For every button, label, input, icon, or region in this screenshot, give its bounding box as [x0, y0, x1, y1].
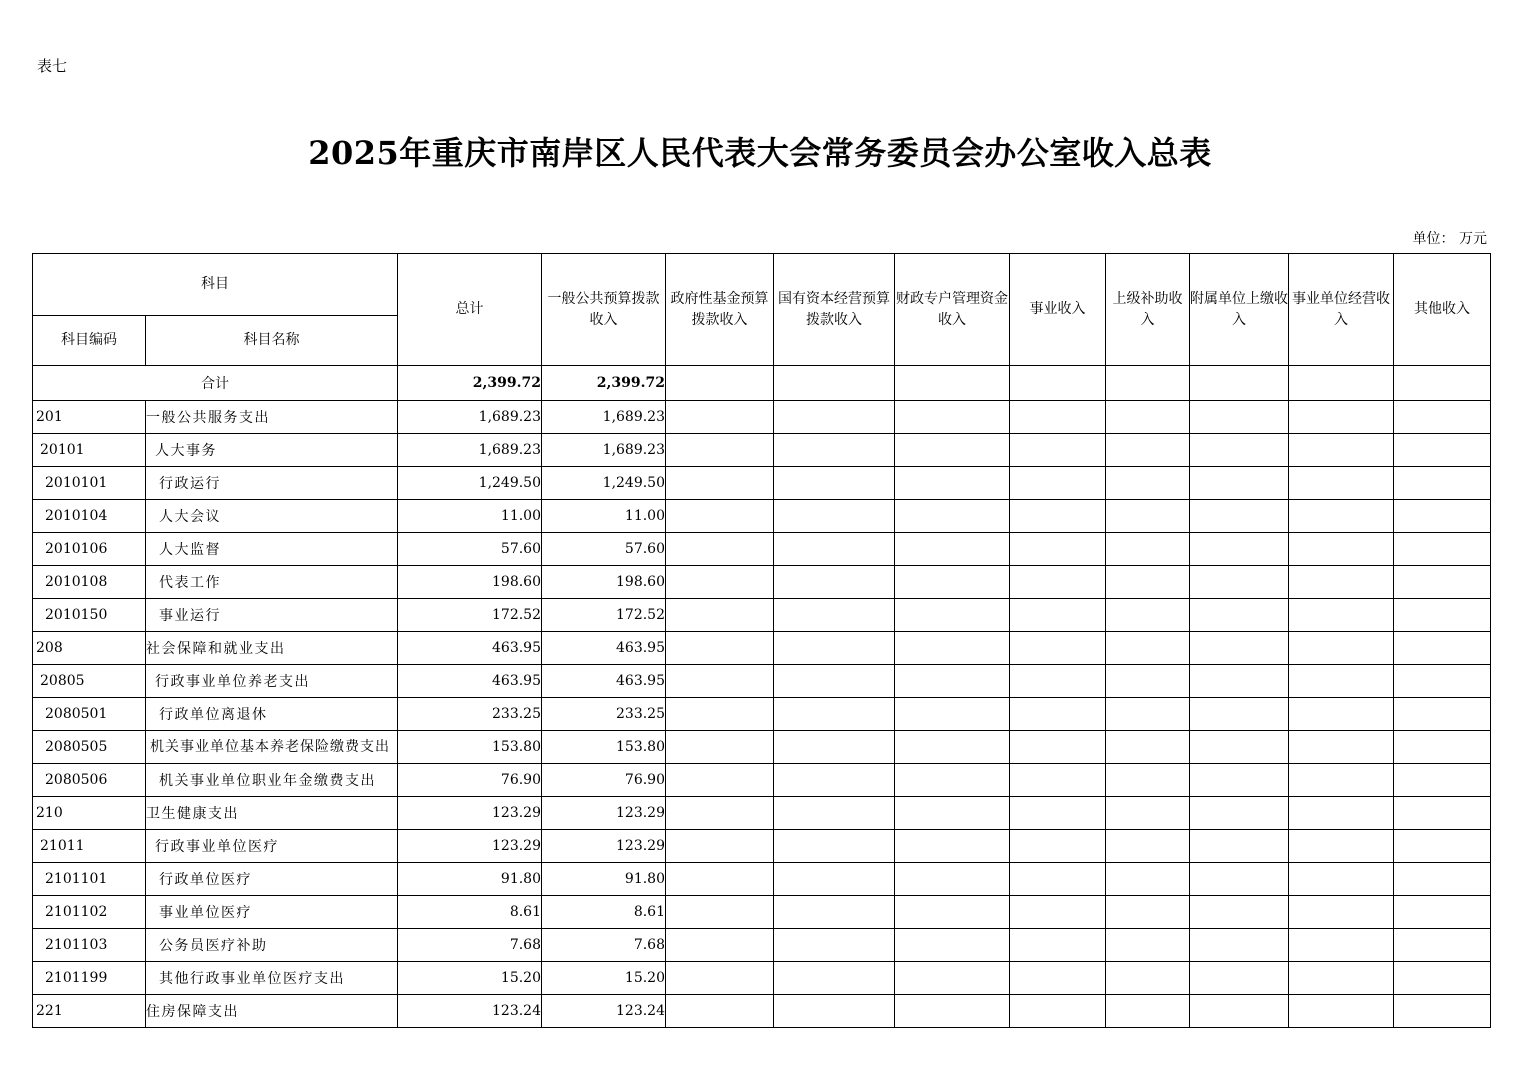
empty-cell: [1289, 764, 1394, 797]
header-total: 总计: [398, 254, 542, 366]
empty-cell: [774, 896, 895, 929]
empty-cell: [895, 665, 1010, 698]
empty-cell: [1190, 665, 1289, 698]
table-row: [33, 797, 1491, 830]
row-code: 2101102: [33, 896, 146, 929]
row-total: 123.29: [398, 797, 542, 830]
row-name: 机关事业单位职业年金缴费支出: [146, 764, 398, 797]
header-special-account: 财政专户管理资金收入: [895, 254, 1010, 366]
empty-cell: [1010, 962, 1106, 995]
empty-cell: [666, 533, 774, 566]
empty-cell: [1010, 599, 1106, 632]
empty-cell: [1010, 566, 1106, 599]
row-code: 2010101: [33, 467, 146, 500]
empty-cell: [895, 896, 1010, 929]
row-code: 221: [33, 995, 146, 1028]
empty-cell: [1394, 764, 1491, 797]
table-row: [33, 533, 1491, 566]
empty-cell: [1289, 665, 1394, 698]
header-superior-subsidy: 上级补助收入: [1106, 254, 1190, 366]
empty-cell: [1010, 995, 1106, 1028]
empty-cell: [1190, 764, 1289, 797]
empty-cell: [1010, 632, 1106, 665]
empty-cell: [1190, 366, 1289, 401]
empty-cell: [774, 401, 895, 434]
empty-cell: [666, 830, 774, 863]
empty-cell: [1106, 401, 1190, 434]
table-row: [33, 830, 1491, 863]
row-general-budget: 123.29: [542, 830, 666, 863]
empty-cell: [1289, 533, 1394, 566]
row-general-budget: 233.25: [542, 698, 666, 731]
empty-cell: [1010, 434, 1106, 467]
empty-cell: [666, 500, 774, 533]
row-code: 2010150: [33, 599, 146, 632]
empty-cell: [1106, 665, 1190, 698]
total-row: [33, 366, 1491, 401]
empty-cell: [895, 434, 1010, 467]
empty-cell: [1010, 698, 1106, 731]
empty-cell: [1106, 500, 1190, 533]
row-code: 2101101: [33, 863, 146, 896]
empty-cell: [1289, 599, 1394, 632]
empty-cell: [774, 830, 895, 863]
header-other-income: 其他收入: [1394, 254, 1491, 366]
row-general-budget: 463.95: [542, 632, 666, 665]
row-name: 事业单位医疗: [146, 896, 398, 929]
empty-cell: [1289, 632, 1394, 665]
empty-cell: [1010, 863, 1106, 896]
empty-cell: [1106, 366, 1190, 401]
empty-cell: [666, 401, 774, 434]
empty-cell: [774, 566, 895, 599]
empty-cell: [666, 698, 774, 731]
empty-cell: [895, 830, 1010, 863]
empty-cell: [1106, 962, 1190, 995]
empty-cell: [1289, 896, 1394, 929]
empty-cell: [1394, 929, 1491, 962]
empty-cell: [1289, 863, 1394, 896]
row-code: 2080505: [33, 731, 146, 764]
empty-cell: [666, 797, 774, 830]
row-name: 人大监督: [146, 533, 398, 566]
empty-cell: [666, 995, 774, 1028]
row-code: 21011: [33, 830, 146, 863]
empty-cell: [895, 533, 1010, 566]
row-code: 2080501: [33, 698, 146, 731]
table-row: [33, 929, 1491, 962]
empty-cell: [774, 731, 895, 764]
empty-cell: [1106, 995, 1190, 1028]
row-total: 76.90: [398, 764, 542, 797]
row-total: 7.68: [398, 929, 542, 962]
row-general-budget: 172.52: [542, 599, 666, 632]
empty-cell: [1289, 731, 1394, 764]
row-total: 123.24: [398, 995, 542, 1028]
empty-cell: [1190, 731, 1289, 764]
empty-cell: [1190, 566, 1289, 599]
empty-cell: [1394, 467, 1491, 500]
header-operating-income: 事业单位经营收入: [1289, 254, 1394, 366]
row-general-budget: 57.60: [542, 533, 666, 566]
header-affiliated-income: 附属单位上缴收入: [1190, 254, 1289, 366]
empty-cell: [1106, 896, 1190, 929]
empty-cell: [666, 632, 774, 665]
row-name: 一般公共服务支出: [146, 401, 398, 434]
row-name: 事业运行: [146, 599, 398, 632]
row-code: 2010108: [33, 566, 146, 599]
table-row: [33, 698, 1491, 731]
header-state-capital: 国有资本经营预算拨款收入: [774, 254, 895, 366]
total-cell-total: 2,399.72: [398, 366, 542, 401]
empty-cell: [774, 764, 895, 797]
empty-cell: [1010, 764, 1106, 797]
empty-cell: [1289, 830, 1394, 863]
empty-cell: [895, 401, 1010, 434]
row-code: 20805: [33, 665, 146, 698]
row-total: 15.20: [398, 962, 542, 995]
empty-cell: [1289, 467, 1394, 500]
empty-cell: [895, 698, 1010, 731]
row-general-budget: 76.90: [542, 764, 666, 797]
row-total: 233.25: [398, 698, 542, 731]
empty-cell: [666, 764, 774, 797]
empty-cell: [1394, 366, 1491, 401]
empty-cell: [895, 632, 1010, 665]
empty-cell: [895, 962, 1010, 995]
row-general-budget: 123.29: [542, 797, 666, 830]
empty-cell: [1010, 731, 1106, 764]
row-name: 其他行政事业单位医疗支出: [146, 962, 398, 995]
empty-cell: [1289, 995, 1394, 1028]
total-cell-general: 2,399.72: [542, 366, 666, 401]
empty-cell: [1190, 434, 1289, 467]
empty-cell: [774, 962, 895, 995]
empty-cell: [1394, 896, 1491, 929]
header-general-budget: 一般公共预算拨款收入: [542, 254, 666, 366]
empty-cell: [1289, 401, 1394, 434]
empty-cell: [1106, 698, 1190, 731]
row-name: 公务员医疗补助: [146, 929, 398, 962]
empty-cell: [1010, 896, 1106, 929]
unit-label: 单位： 万元: [1412, 231, 1487, 247]
empty-cell: [1106, 929, 1190, 962]
empty-cell: [774, 500, 895, 533]
row-total: 11.00: [398, 500, 542, 533]
empty-cell: [1106, 434, 1190, 467]
empty-cell: [666, 896, 774, 929]
empty-cell: [1190, 797, 1289, 830]
table-row: [33, 896, 1491, 929]
row-total: 1,249.50: [398, 467, 542, 500]
header-gov-fund: 政府性基金预算拨款收入: [666, 254, 774, 366]
empty-cell: [1394, 731, 1491, 764]
empty-cell: [1394, 434, 1491, 467]
table-row: [33, 665, 1491, 698]
table-row: [33, 863, 1491, 896]
empty-cell: [666, 731, 774, 764]
row-code: 2101199: [33, 962, 146, 995]
empty-cell: [895, 929, 1010, 962]
empty-cell: [774, 797, 895, 830]
empty-cell: [774, 863, 895, 896]
empty-cell: [895, 599, 1010, 632]
row-general-budget: 15.20: [542, 962, 666, 995]
row-code: 2010106: [33, 533, 146, 566]
empty-cell: [1190, 863, 1289, 896]
table-row: [33, 995, 1491, 1028]
empty-cell: [774, 366, 895, 401]
row-general-budget: 7.68: [542, 929, 666, 962]
empty-cell: [1394, 632, 1491, 665]
row-total: 123.29: [398, 830, 542, 863]
empty-cell: [1289, 797, 1394, 830]
empty-cell: [1190, 830, 1289, 863]
row-general-budget: 463.95: [542, 665, 666, 698]
empty-cell: [1190, 500, 1289, 533]
empty-cell: [1010, 830, 1106, 863]
empty-cell: [895, 500, 1010, 533]
row-name: 人大会议: [146, 500, 398, 533]
table-row: [33, 434, 1491, 467]
row-general-budget: 198.60: [542, 566, 666, 599]
empty-cell: [1289, 929, 1394, 962]
table-number: 表七: [37, 57, 68, 75]
empty-cell: [1289, 566, 1394, 599]
empty-cell: [774, 632, 895, 665]
row-total: 1,689.23: [398, 401, 542, 434]
empty-cell: [895, 863, 1010, 896]
row-general-budget: 153.80: [542, 731, 666, 764]
empty-cell: [1010, 929, 1106, 962]
table-row: [33, 764, 1491, 797]
empty-cell: [1394, 995, 1491, 1028]
row-code: 2010104: [33, 500, 146, 533]
empty-cell: [1394, 698, 1491, 731]
empty-cell: [1106, 467, 1190, 500]
page-title: 2025年重庆市南岸区人民代表大会常务委员会办公室收入总表: [308, 134, 1212, 172]
empty-cell: [1106, 566, 1190, 599]
empty-cell: [1010, 500, 1106, 533]
table-row: [33, 467, 1491, 500]
row-name: 机关事业单位基本养老保险缴费支出: [146, 731, 398, 764]
empty-cell: [774, 698, 895, 731]
row-code: 2080506: [33, 764, 146, 797]
empty-cell: [774, 929, 895, 962]
empty-cell: [1394, 962, 1491, 995]
row-total: 172.52: [398, 599, 542, 632]
header-subject: 科目: [33, 254, 398, 316]
empty-cell: [1394, 665, 1491, 698]
empty-cell: [1394, 830, 1491, 863]
table-row: [33, 599, 1491, 632]
empty-cell: [1190, 533, 1289, 566]
row-name: 行政单位医疗: [146, 863, 398, 896]
row-total: 153.80: [398, 731, 542, 764]
header-business-income: 事业收入: [1010, 254, 1106, 366]
empty-cell: [666, 863, 774, 896]
row-code: 208: [33, 632, 146, 665]
empty-cell: [1190, 962, 1289, 995]
row-general-budget: 1,249.50: [542, 467, 666, 500]
empty-cell: [774, 533, 895, 566]
empty-cell: [666, 434, 774, 467]
row-general-budget: 1,689.23: [542, 434, 666, 467]
empty-cell: [1190, 401, 1289, 434]
empty-cell: [666, 366, 774, 401]
table-row: [33, 566, 1491, 599]
empty-cell: [774, 599, 895, 632]
row-total: 91.80: [398, 863, 542, 896]
total-label: 合计: [33, 366, 398, 401]
row-total: 463.95: [398, 632, 542, 665]
row-total: 198.60: [398, 566, 542, 599]
empty-cell: [1190, 467, 1289, 500]
empty-cell: [1010, 467, 1106, 500]
row-code: 201: [33, 401, 146, 434]
empty-cell: [774, 665, 895, 698]
row-general-budget: 11.00: [542, 500, 666, 533]
row-general-budget: 123.24: [542, 995, 666, 1028]
row-name: 住房保障支出: [146, 995, 398, 1028]
empty-cell: [1289, 962, 1394, 995]
empty-cell: [1010, 401, 1106, 434]
empty-cell: [895, 566, 1010, 599]
empty-cell: [1190, 929, 1289, 962]
empty-cell: [1289, 434, 1394, 467]
row-name: 行政事业单位医疗: [146, 830, 398, 863]
row-name: 行政事业单位养老支出: [146, 665, 398, 698]
row-general-budget: 91.80: [542, 863, 666, 896]
row-code: 2101103: [33, 929, 146, 962]
empty-cell: [1190, 599, 1289, 632]
empty-cell: [1190, 995, 1289, 1028]
empty-cell: [666, 962, 774, 995]
empty-cell: [1394, 500, 1491, 533]
empty-cell: [774, 434, 895, 467]
row-total: 8.61: [398, 896, 542, 929]
empty-cell: [1190, 896, 1289, 929]
row-total: 463.95: [398, 665, 542, 698]
empty-cell: [774, 467, 895, 500]
empty-cell: [1106, 863, 1190, 896]
empty-cell: [1289, 366, 1394, 401]
empty-cell: [1106, 764, 1190, 797]
header-subject-name: 科目名称: [146, 316, 398, 366]
row-total: 57.60: [398, 533, 542, 566]
empty-cell: [1010, 665, 1106, 698]
row-total: 1,689.23: [398, 434, 542, 467]
empty-cell: [895, 731, 1010, 764]
empty-cell: [1394, 533, 1491, 566]
row-code: 210: [33, 797, 146, 830]
header-subject-code: 科目编码: [33, 316, 146, 366]
empty-cell: [1394, 797, 1491, 830]
table-row: [33, 500, 1491, 533]
empty-cell: [1106, 599, 1190, 632]
empty-cell: [1190, 632, 1289, 665]
row-name: 代表工作: [146, 566, 398, 599]
table-row: [33, 962, 1491, 995]
empty-cell: [1106, 797, 1190, 830]
empty-cell: [1106, 533, 1190, 566]
empty-cell: [1289, 698, 1394, 731]
empty-cell: [895, 995, 1010, 1028]
row-general-budget: 1,689.23: [542, 401, 666, 434]
empty-cell: [1289, 500, 1394, 533]
empty-cell: [666, 467, 774, 500]
empty-cell: [666, 929, 774, 962]
empty-cell: [1394, 401, 1491, 434]
empty-cell: [895, 764, 1010, 797]
empty-cell: [1394, 599, 1491, 632]
row-name: 社会保障和就业支出: [146, 632, 398, 665]
row-name: 卫生健康支出: [146, 797, 398, 830]
row-name: 行政单位离退休: [146, 698, 398, 731]
empty-cell: [666, 599, 774, 632]
empty-cell: [666, 566, 774, 599]
empty-cell: [1106, 830, 1190, 863]
row-code: 20101: [33, 434, 146, 467]
income-summary-table: [32, 253, 1491, 1028]
row-name: 人大事务: [146, 434, 398, 467]
empty-cell: [1010, 366, 1106, 401]
empty-cell: [774, 995, 895, 1028]
table-row: [33, 731, 1491, 764]
empty-cell: [1106, 731, 1190, 764]
empty-cell: [895, 366, 1010, 401]
empty-cell: [895, 797, 1010, 830]
table-row: [33, 401, 1491, 434]
empty-cell: [1394, 566, 1491, 599]
row-general-budget: 8.61: [542, 896, 666, 929]
empty-cell: [895, 467, 1010, 500]
empty-cell: [1394, 863, 1491, 896]
empty-cell: [666, 665, 774, 698]
empty-cell: [1010, 797, 1106, 830]
row-name: 行政运行: [146, 467, 398, 500]
empty-cell: [1190, 698, 1289, 731]
empty-cell: [1106, 632, 1190, 665]
empty-cell: [1010, 533, 1106, 566]
table-row: [33, 632, 1491, 665]
